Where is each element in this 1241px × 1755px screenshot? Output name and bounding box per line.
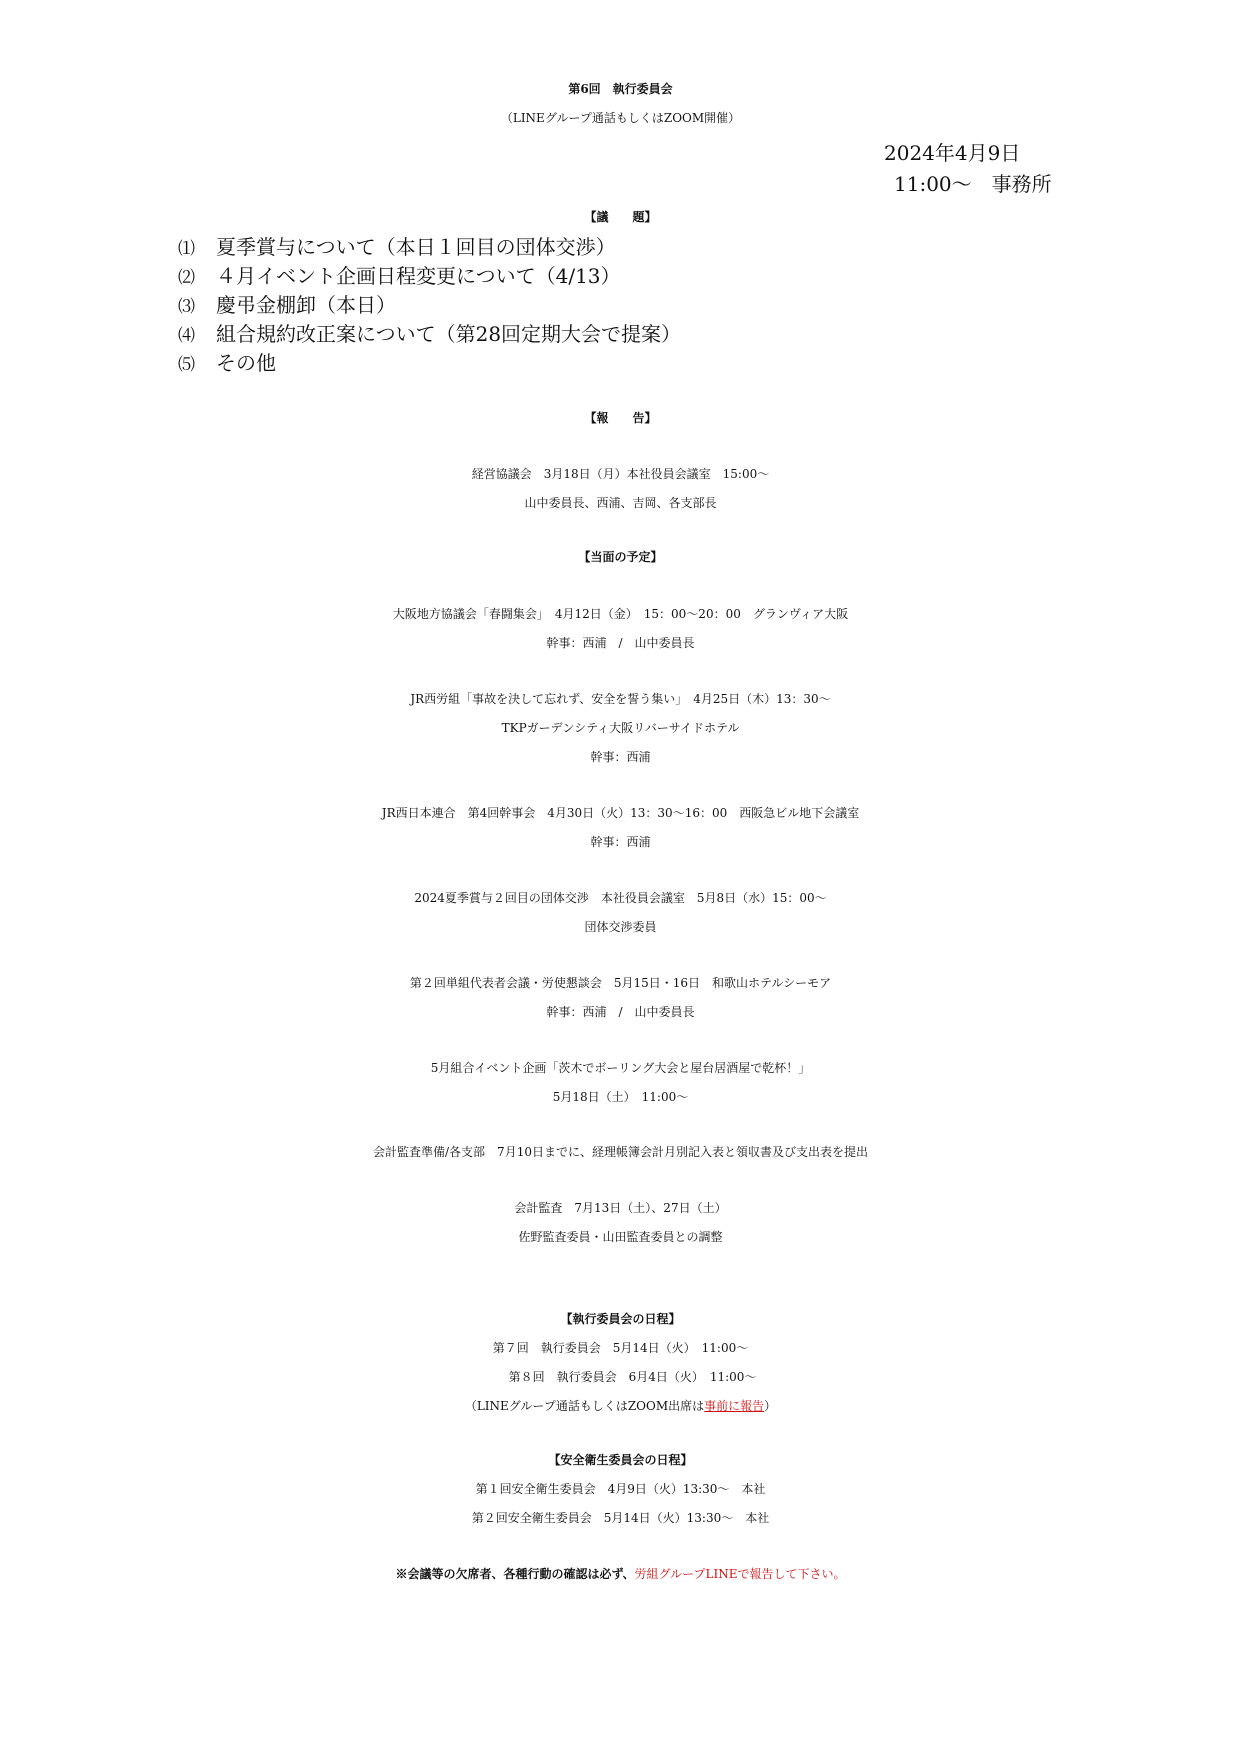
meeting-date: 2024年4月9日 bbox=[884, 141, 1021, 165]
schedule-event-line: JR西日本連合 第4回幹事会 4月30日（火）13：30～16：00 西阪急ビル地下会議室 bbox=[381, 806, 860, 820]
schedule-event-line: 5月組合イベント企画「茨木でボーリング大会と屋台居酒屋で乾杯！」 bbox=[430, 1061, 811, 1075]
agenda-item-text: 慶弔金棚卸（本日） bbox=[216, 293, 396, 317]
schedule-event-line: 幹事：西浦 / 山中委員長 bbox=[546, 1005, 695, 1019]
agenda-item-text: その他 bbox=[216, 351, 276, 375]
exec-schedule-note-prefix: （LINEグループ通話もしくはZOOM出席は bbox=[464, 1399, 705, 1413]
agenda-item bbox=[178, 349, 276, 379]
agenda-item-number: ⑶ bbox=[178, 297, 195, 317]
agenda-item bbox=[178, 233, 616, 263]
notice-prefix: ※会議等の欠席者、各種行動の確認は必ず、 bbox=[395, 1567, 635, 1581]
report-attendees: 山中委員長、西浦、吉岡、各支部長 bbox=[524, 496, 717, 510]
agenda-item-number: ⑴ bbox=[178, 239, 195, 259]
schedule-event-line: 第２回単組代表者会議・労使懇談会 5月15日・16日 和歌山ホテルシーモア bbox=[409, 976, 832, 990]
report-line: 経営協議会 3月18日（月）本社役員会議室 15:00～ bbox=[471, 467, 770, 481]
schedule-heading: 【当面の予定】 bbox=[578, 550, 663, 564]
agenda-item-text: ４月イベント企画日程変更について（4/13） bbox=[216, 264, 621, 288]
exec-schedule-line: 第７回 執行委員会 5月14日（火） 11:00～ bbox=[492, 1341, 749, 1355]
agenda-heading: 【議 題】 bbox=[584, 210, 657, 224]
safety-schedule-line: 第１回安全衛生委員会 4月9日（火）13:30～ 本社 bbox=[475, 1482, 766, 1496]
meeting-time-place: 11:00～ 事務所 bbox=[894, 172, 1052, 196]
agenda-item-text: 夏季賞与について（本日１回目の団体交渉） bbox=[216, 235, 616, 259]
agenda-item-text: 組合規約改正案について（第28回定期大会で提案） bbox=[216, 322, 682, 346]
schedule-event-line: 会計監査 7月13日（土）、27日（土） bbox=[514, 1201, 727, 1215]
schedule-event-line: 大阪地方協議会「春闘集会」 4月12日（金） 15：00～20：00 グランヴィア大阪 bbox=[392, 607, 849, 621]
exec-schedule-heading: 【執行委員会の日程】 bbox=[560, 1312, 681, 1326]
schedule-event-line: 団体交渉委員 bbox=[584, 920, 657, 934]
agenda-item-number: ⑷ bbox=[178, 326, 195, 346]
schedule-event-line: JR西労組「事故を決して忘れず、安全を誓う集い」 4月25日（木）13：30～ bbox=[410, 692, 831, 706]
notice bbox=[0, 1560, 1241, 1588]
schedule-event-line: 5月18日（土） 11:00～ bbox=[552, 1090, 689, 1104]
schedule-event-line: 幹事：西浦 bbox=[590, 835, 651, 849]
schedule-event-line: 会計監査準備/各支部 7月10日までに、経理帳簿会計月別記入表と領収書及び支出表を提出 bbox=[373, 1145, 868, 1159]
schedule-event-line: 幹事：西浦 / 山中委員長 bbox=[546, 636, 695, 650]
schedule-event-line: 2024夏季賞与２回目の団体交渉 本社役員会議室 5月8日（水）15：00～ bbox=[414, 891, 827, 905]
agenda-item bbox=[178, 262, 621, 292]
notice-emphasis: 労組グループLINEで報告して下さい。 bbox=[634, 1567, 846, 1581]
exec-schedule-note bbox=[0, 1392, 1241, 1420]
exec-schedule-line: 第８回 執行委員会 6月4日（火） 11:00～ bbox=[508, 1370, 757, 1384]
schedule-event-line: 幹事：西浦 bbox=[590, 750, 651, 764]
agenda-item bbox=[178, 291, 396, 321]
safety-schedule-line: 第２回安全衛生委員会 5月14日（火）13:30～ 本社 bbox=[471, 1511, 770, 1525]
meeting-subtitle: （LINEグループ通話もしくはZOOM開催） bbox=[500, 111, 741, 125]
schedule-event-line: 佐野監査委員・山田監査委員との調整 bbox=[518, 1230, 723, 1244]
exec-schedule-note-suffix: ） bbox=[764, 1399, 777, 1413]
meeting-title: 第6回 執行委員会 bbox=[568, 82, 673, 96]
schedule-event-line: TKPガーデンシティ大阪リバーサイドホテル bbox=[501, 721, 740, 735]
safety-schedule-heading: 【安全衛生委員会の日程】 bbox=[548, 1453, 693, 1467]
agenda-item-number: ⑸ bbox=[178, 355, 195, 375]
report-heading: 【報 告】 bbox=[584, 411, 657, 425]
exec-schedule-note-emphasis: 事前に報告 bbox=[704, 1399, 765, 1413]
agenda-item bbox=[178, 320, 681, 350]
agenda-item-number: ⑵ bbox=[178, 268, 195, 288]
